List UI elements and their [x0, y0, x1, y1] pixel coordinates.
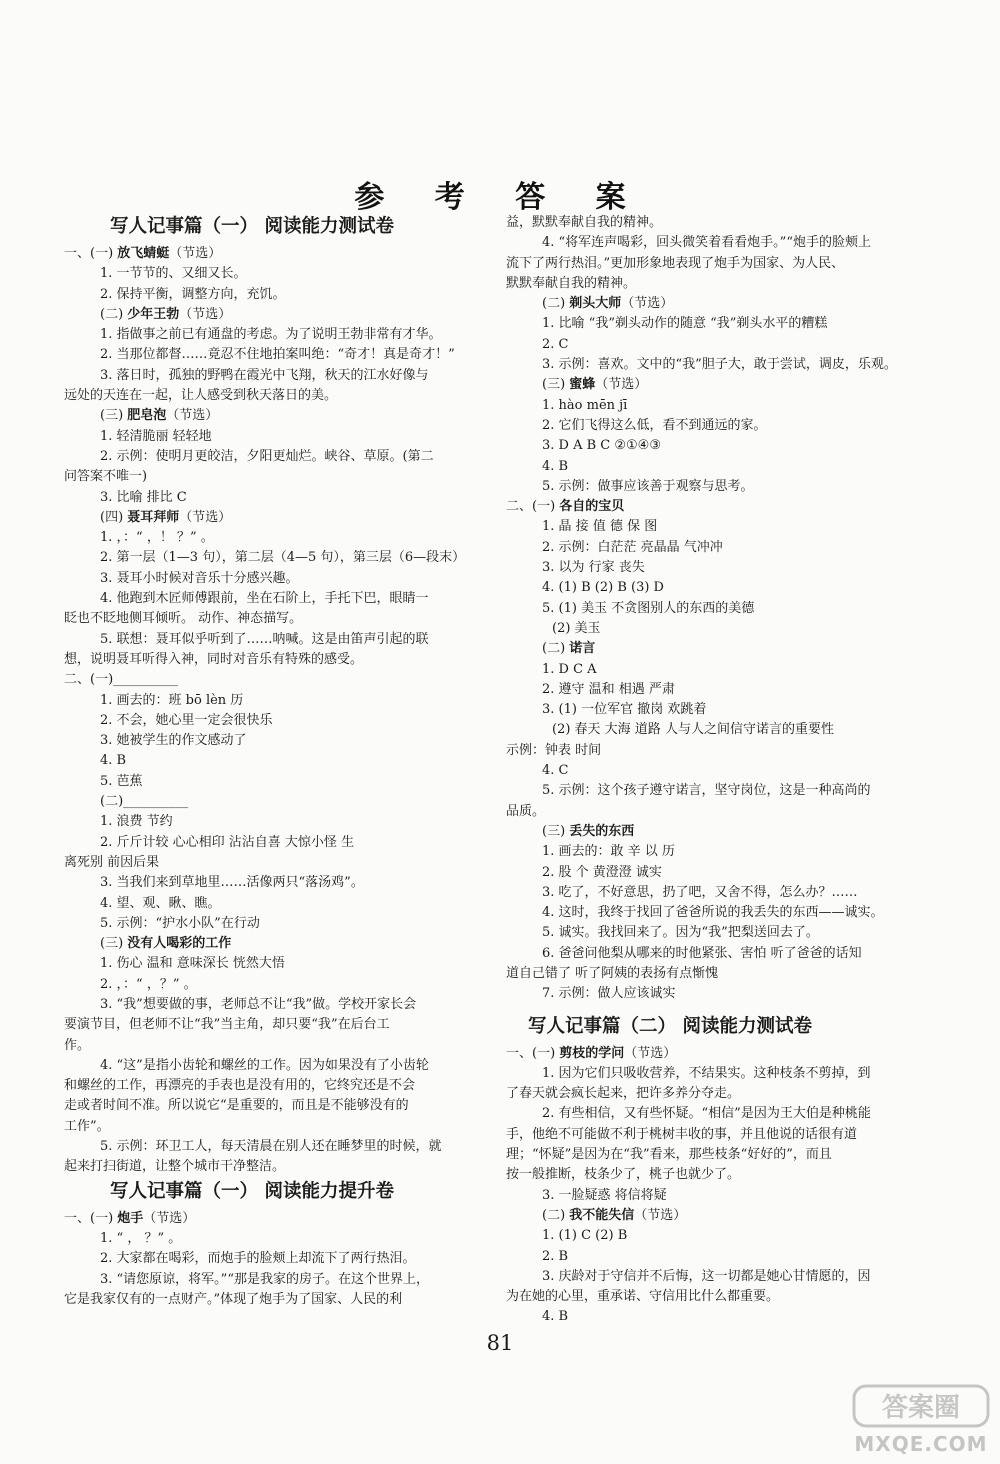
answer-line: 5. 示例：“护水小队”在行动: [100, 915, 260, 931]
answer-line: 按一般推断，枝条少了，桃子也就少了。: [506, 1167, 741, 1183]
answer-line: [506, 497, 886, 517]
answer-line: (2) 美玉: [552, 620, 601, 636]
section-heading: 写人记事篇（一） 阅读能力测试卷: [110, 216, 394, 237]
answer-line: 它是我家仅有的一点财产。”体现了炮手为了国家、人民的利: [64, 1291, 403, 1307]
answer-line: 3. 聂耳小时候对音乐十分感兴趣。: [100, 570, 299, 586]
answer-line: 1. 浪费 节约: [100, 814, 173, 830]
answer-line: 2. 股 个 黄澄澄 诚实: [542, 864, 662, 880]
passage-note: （节选）: [624, 1045, 677, 1061]
section-heading: 写人记事篇（一） 阅读能力提升卷: [110, 1180, 394, 1202]
answer-line: 2. 示例：白茫茫 亮晶晶 气冲冲: [542, 539, 723, 555]
answer-line: 5. (1) 美玉 不贪图别人的东西的美德: [542, 600, 755, 616]
answer-line: 想，说明聂耳听得入神，同时对音乐有特殊的感受。: [64, 651, 364, 667]
answer-line: 4. 他跑到木匠师傅跟前，坐在石阶上，手托下巴，眼睛一: [100, 591, 429, 607]
answer-line: [64, 508, 464, 528]
answer-line: 3. 当我们来到草地里……活像两只“落汤鸡”。: [100, 875, 364, 891]
answer-prefix: 一、(一): [64, 1210, 118, 1226]
answer-line: 1. 一节节的、又细又长。: [100, 266, 247, 282]
answer-line: 3. (1) 一位军官 撤岗 欢跳着: [542, 702, 707, 718]
answer-prefix: (二): [542, 296, 570, 312]
answer-line: [506, 822, 886, 842]
passage-title: 我不能失信: [569, 1207, 635, 1223]
answer-line: 示例：钟表 时间: [506, 742, 602, 758]
svg-text:答案圈: 答案圈: [881, 1393, 961, 1423]
passage-note: （节选）: [634, 1207, 687, 1223]
answer-line: [64, 1209, 464, 1229]
answer-line: 走或者时间不准。所以说它“是重要的，而且是不能够没有的: [64, 1098, 409, 1114]
answer-line: 3. 示例：喜欢。文中的“我”胆子大，敢于尝试，调皮，乐观。: [542, 357, 897, 373]
answer-line: 1. 比喻 “我”剃头动作的随意 “我”剃头水平的糟糕: [542, 316, 828, 332]
page-number: 81: [486, 1331, 514, 1355]
passage-title: 聂耳拜师: [127, 509, 180, 525]
answer-line: 1. “ ， ？” 。: [100, 1230, 182, 1246]
watermark-url: MXQE.COM: [854, 1432, 988, 1456]
left-column: [64, 213, 464, 1310]
answer-line: 工作”。: [64, 1118, 110, 1134]
answer-line: 6. 爸爸问他梨从哪来的时他紧张、害怕 听了爸爸的话知: [542, 945, 862, 961]
answer-line: 1. 轻清脆丽 轻轻地: [100, 428, 212, 444]
answer-line: [506, 1044, 886, 1064]
answer-line: 益，默默奉献自我的精神。: [506, 215, 663, 230]
passage-title: 炮手: [117, 1210, 144, 1226]
answer-line: 作。: [64, 1037, 91, 1053]
answer-line: 3. 庆龄对于守信并不后悔，这一切都是她心甘情愿的，因: [542, 1268, 871, 1284]
answer-line: 4. C: [542, 763, 569, 779]
page-title: 参 考 答 案: [354, 180, 646, 215]
passage-note: （节选）: [179, 306, 232, 322]
passage-note: （节选）: [166, 408, 219, 424]
answer-line: 1. 画去的：班 bō lèn 历: [100, 692, 244, 708]
answer-line: 4. 这时，我终于找回了爸爸所说的我丢失的东西——诚实。: [542, 905, 884, 921]
answer-line: 2. 示例：使明月更皎洁，夕阳更灿烂。峡谷、草原。(第二: [100, 448, 434, 464]
answer-line: 问答案不唯一): [64, 469, 148, 485]
answer-line: 二、(一)__________: [64, 672, 179, 688]
answer-line: 远处的天连在一起，让人感受到秋天落日的美。: [64, 388, 338, 404]
answer-line: 2. 不会，她心里一定会很快乐: [100, 712, 273, 728]
answer-prefix: 二、(一): [506, 499, 560, 515]
answer-line: 2. 它们飞得这么低，看不到通远的家。: [542, 417, 767, 433]
answer-line: 5. 芭蕉: [100, 773, 143, 789]
passage-title: 少年王勃: [127, 306, 180, 322]
passage-note: （节选）: [179, 509, 232, 525]
answer-line: 4. B: [542, 1309, 569, 1325]
passage-note: （节选）: [143, 1210, 196, 1226]
answer-prefix: (三): [542, 823, 570, 839]
passage-title: 诺言: [569, 641, 596, 657]
passage-title: 蜜蜂: [569, 377, 596, 393]
answer-line: 4. 望、观、瞅、瞧。: [100, 895, 221, 911]
answer-line: 流下了两行热泪。”更加形象地表现了炮手为国家、为人民、: [506, 255, 845, 271]
passage-title: 剪枝的学问: [559, 1045, 625, 1061]
passage-title: 肥皂泡: [127, 408, 167, 424]
answer-prefix: (三): [542, 377, 570, 393]
answer-line: [506, 294, 886, 314]
answer-line: 2. 当那位都督……竟忍不住地拍案叫绝：“奇才！真是奇才！”: [100, 347, 455, 363]
answer-line: 4. B: [100, 753, 127, 769]
answer-line: 和螺丝的工作，再漂亮的手表也是没有用的，它终究还是不会: [64, 1078, 416, 1094]
answer-line: 2. 第一层（1—3 句），第二层（4—5 句），第三层（6—段末）: [100, 550, 466, 566]
answer-prefix: (三): [100, 936, 128, 952]
section-heading: 写人记事篇（二） 阅读能力测试卷: [528, 1015, 812, 1037]
watermark-logo: [850, 1380, 992, 1430]
answer-line: 5. 诚实。我找回来了。因为“我”把梨送回去了。: [542, 925, 819, 941]
answer-line: 3. 吃了，不好意思，扔了吧，又舍不得，怎么办？……: [542, 884, 858, 900]
answer-line: 2. 有些相信，又有些怀疑。“相信”是因为王大伯是种桃能: [542, 1106, 871, 1122]
answer-line: 起来打扫街道，让整个城市干净整洁。: [64, 1159, 286, 1175]
answer-line: 5. 示例：做事应该善于观察与思考。: [542, 478, 754, 494]
answer-line: 4. “这”是指小齿轮和螺丝的工作。因为如果没有了小齿轮: [100, 1057, 429, 1073]
answer-line: 3. 比喻 排比 C: [100, 489, 187, 505]
answer-prefix: (四): [100, 509, 128, 525]
answer-line: 要演节目，但老师不让“我”当主角，却只要“我”在后台工: [64, 1017, 390, 1033]
answer-line: 2. 大家都在喝彩，而炮手的脸颊上却流下了两行热泪。: [100, 1251, 416, 1267]
passage-title: 剃头大师: [569, 296, 622, 312]
passage-note: （节选）: [169, 246, 222, 261]
answer-line: [506, 639, 886, 659]
answer-prefix: 一、(一): [506, 1045, 560, 1061]
answer-line: 3. D A B C ②①④③: [542, 438, 661, 454]
answer-line: [64, 244, 464, 264]
answer-line: 3. “我”想要做的事，老师总不让“我”做。学校开家长会: [100, 996, 417, 1012]
answer-line: 2. C: [542, 336, 569, 352]
answer-line: 4. B: [542, 458, 569, 474]
answer-line: 手，他绝不可能做不利于桃树丰收的事，并且他说的话很有道: [506, 1126, 858, 1142]
answer-line: 为在她的心里，重承诺、守信用比什么都重要。: [506, 1289, 780, 1305]
answer-line: 5. 示例：环卫工人，每天清晨在别人还在睡梦里的时候，就: [100, 1139, 442, 1155]
answer-line: 1. (1) C (2) B: [542, 1228, 628, 1244]
answer-line: 1. 因为它们只吸收营养，不结果实。这种枝条不剪掉，到: [542, 1065, 871, 1081]
passage-title: 丢失的东西: [569, 823, 635, 839]
passage-note: （节选）: [621, 296, 674, 312]
answer-line: 3. 以为 行家 丧失: [542, 560, 645, 576]
answer-line: [64, 406, 464, 426]
answer-line: 3. 落日时，孤独的野鸭在霞光中飞翔，秋天的江水好像与: [100, 367, 429, 383]
answer-line: 1. D C A: [542, 661, 597, 677]
passage-note: （节选）: [595, 377, 648, 393]
answer-line: 眨也不眨地侧耳倾听。 动作、神态描写。: [64, 611, 303, 627]
answer-line: 4. “将军连声喝彩，回头微笑着看看炮手。”“炮手的脸颊上: [542, 235, 871, 251]
answer-prefix: (二): [542, 1207, 570, 1223]
answer-line: 4. (1) B (2) B (3) D: [542, 580, 664, 596]
answer-line: 2. B: [542, 1248, 569, 1264]
right-column: [506, 213, 897, 1328]
answer-line: 2. 斤斤计较 心心相印 沾沾自喜 大惊小怪 生: [100, 834, 355, 850]
answer-line: 1. hào mēn jī: [542, 397, 628, 413]
answer-line: (2) 春天 大海 道路 人与人之间信守诺言的重要性: [552, 722, 834, 738]
answer-prefix: 一、(一): [64, 246, 118, 261]
answer-line: 1. 画去的：敢 辛 以 历: [542, 844, 675, 860]
passage-title: 各自的宝贝: [559, 499, 625, 515]
answer-line: 道自己错了 听了阿姨的表扬有点惭愧: [506, 965, 719, 981]
answer-line: 2. ，：“ ，？” 。: [100, 976, 197, 992]
answer-line: [506, 1206, 886, 1226]
passage-title: 放飞蜻蜓: [117, 246, 170, 261]
answer-line: 2. 保持平衡，调整方向，充饥。: [100, 286, 286, 302]
answer-line: [64, 934, 464, 954]
answer-line: (二)__________: [100, 794, 189, 810]
passage-title: 没有人喝彩的工作: [127, 936, 232, 952]
answer-line: 1. 伤心 温和 意味深长 恍然大悟: [100, 956, 285, 972]
answer-line: 1. 指做事之前已有通盘的考虑。为了说明王勃非常有才华。: [100, 327, 442, 343]
answer-prefix: (三): [100, 408, 128, 424]
answer-prefix: (二): [100, 306, 128, 322]
answer-line: 品质。: [506, 803, 546, 819]
answer-prefix: (二): [542, 641, 570, 657]
answer-line: 7. 示例：做人应该诚实: [542, 986, 676, 1002]
answer-line: 1. 晶 接 值 德 保 图: [542, 519, 658, 535]
answer-line: 3. 她被学生的作文感动了: [100, 733, 247, 749]
answer-line: [64, 305, 464, 325]
answer-line: 5. 示例：这个孩子遵守诺言，坚守岗位，这是一种高尚的: [542, 783, 871, 799]
answer-line: 5. 联想：聂耳似乎听到了……呐喊。这是由笛声引起的联: [100, 631, 429, 647]
answer-line: 理；“怀疑”是因为在“我”看来，那些枝条“好好的”，而且: [506, 1147, 832, 1163]
answer-line: 2. 遵守 温和 相遇 严肃: [542, 681, 675, 697]
answer-line: 默默奉献自我的精神。: [506, 275, 637, 291]
watermark: [850, 1380, 992, 1458]
answer-line: 3. 一脸疑惑 将信将疑: [542, 1187, 667, 1203]
answer-line: 离死别 前因后果: [64, 854, 160, 870]
answer-line: 1. ，：“ ，！ ？” 。: [100, 530, 214, 546]
answer-line: 了春天就会疯长起来，把许多养分夺走。: [506, 1086, 741, 1102]
answer-line: [506, 375, 886, 395]
answer-line: 3. “请您原谅，将军。”“那是我家的房子。在这个世界上，: [100, 1271, 429, 1287]
